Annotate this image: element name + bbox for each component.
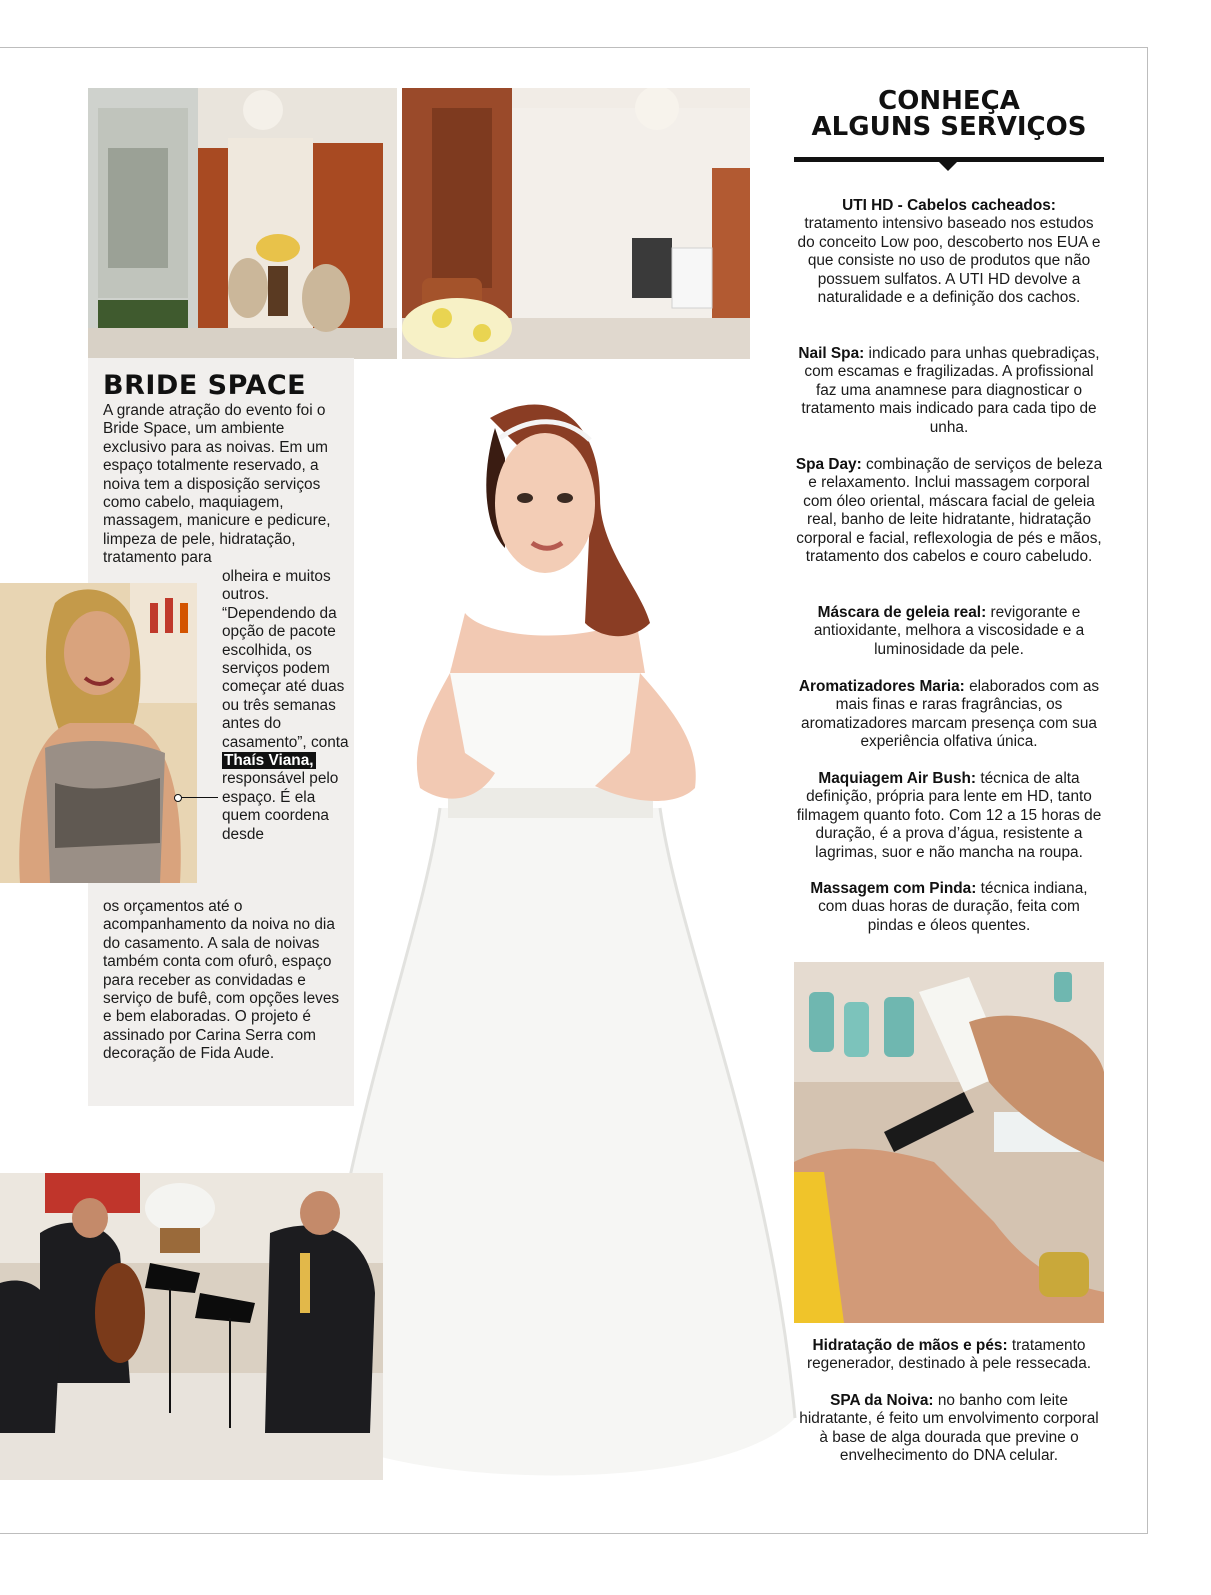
photo-hand-cream	[794, 962, 1104, 1323]
service-description: tratamento intensivo baseado nos estudos do conceito Low poo, descoberto nos EUA e que consiste no uso de produtos que não possuem sulfatos. A UTI HD devolve a naturalidade e a definição dos cachos.	[797, 215, 1101, 307]
bride-space-paragraph-2	[222, 568, 350, 844]
service-term: Massagem com Pinda:	[810, 880, 977, 897]
service-description: elaborados com as mais finas e raras fragrâncias, os aromatizadores marcam presença com sua experiência olfativa única.	[801, 678, 1100, 751]
service-term: SPA da Noiva:	[830, 1392, 934, 1409]
services-title-line-1: CONHEÇA	[878, 86, 1020, 116]
bride-space-title: BRIDE SPACE	[103, 370, 307, 401]
service-description: técnica de alta definição, própria para lente em HD, tanto filmagem quanto foto. Com 12 a 15 horas de duração, é a prova d’água, resistente a lagrimas, suor e não mancha na roupa.	[796, 770, 1102, 861]
service-description: combinação de serviços de beleza e relaxamento. Inclui massagem corporal com óleo oriental, máscara facial de geleia real, banho de leite hidratante, hidratação corporal e facial, reflexologia de pés e mãos, tratamento dos cabelos e couro cabeludo.	[796, 456, 1103, 566]
service-aromatizadores-maria	[794, 678, 1104, 752]
bride-space-paragraph-1: A grande atração do evento foi o Bride Space, um ambiente exclusivo para as noivas. Em um espaço totalmente reservado, a noiva tem a disposição serviços como cabelo, maquiagem, massagem, manicure e pedicure, limpeza de pele, hidratação, tratamento para	[103, 402, 331, 567]
services-divider-arrow-icon	[939, 162, 957, 171]
photo-salon-chairs	[402, 88, 750, 359]
page-frame-right	[1147, 47, 1148, 1534]
service-mascara-geleia-real	[794, 604, 1104, 659]
service-term: Spa Day:	[795, 456, 862, 473]
service-spa-day	[794, 456, 1104, 566]
services-title-line-2: ALGUNS SERVIÇOS	[811, 112, 1087, 142]
page-frame-bottom	[0, 1533, 1148, 1534]
services-title	[796, 88, 1102, 140]
service-term: Nail Spa:	[798, 345, 865, 362]
service-massagem-pinda	[794, 880, 1104, 935]
bride-space-paragraph-2-lead: olheira e muitos outros. “Dependendo da opção de pacote escolhida, os serviços podem começar até duas ou três semanas antes do casamento”, conta	[222, 568, 349, 751]
name-callout-pointer	[178, 797, 218, 798]
service-term: Máscara de geleia real:	[817, 604, 987, 621]
photo-thais-viana	[0, 583, 197, 883]
bride-space-paragraph-2-tail: responsável pelo espaço. É ela quem coordena desde	[222, 770, 339, 843]
service-description: no banho com leite hidratante, é feito um envolvimento corporal à base de alga dourada que previne o envelhecimento do DNA celular.	[799, 1392, 1099, 1465]
service-nail-spa	[794, 345, 1104, 437]
bride-space-paragraph-3: os orçamentos até o acompanhamento da noiva no dia do casamento. A sala de noivas também conta com ofurô, espaço para receber as convidadas e serviço de bufê, com opções leves e bem elaboradas. O projeto é assinado por Carina Serra com decoração de Fida Aude.	[103, 898, 340, 1063]
service-spa-da-noiva	[794, 1392, 1104, 1466]
photo-musicians	[0, 1173, 383, 1480]
service-hidratacao-maos-pes	[794, 1337, 1104, 1374]
page-frame-top	[0, 47, 1148, 48]
service-term: UTI HD - Cabelos cacheados:	[842, 197, 1056, 214]
service-term: Hidratação de mãos e pés:	[812, 1337, 1008, 1354]
service-maquiagem-air-bush	[794, 770, 1104, 862]
service-uti-hd	[794, 197, 1104, 307]
service-term: Aromatizadores Maria:	[798, 678, 965, 695]
service-description: indicado para unhas quebradiças, com escamas e fragilizadas. A profissional faz uma anamnese para diagnosticar o tratamento mais indicado para cada tipo de unha.	[801, 345, 1100, 436]
thais-viana-name-tag: Thaís Viana,	[224, 752, 314, 770]
service-term: Maquiagem Air Bush:	[818, 770, 977, 787]
service-description: técnica indiana, com duas horas de duração, feita com pindas e óleos quentes.	[818, 880, 1088, 934]
service-description: revigorante e antioxidante, melhora a viscosidade e a luminosidade da pele.	[813, 604, 1085, 658]
photo-salon-lounge	[88, 88, 397, 359]
service-description: tratamento regenerador, destinado à pele ressecada.	[806, 1337, 1092, 1373]
